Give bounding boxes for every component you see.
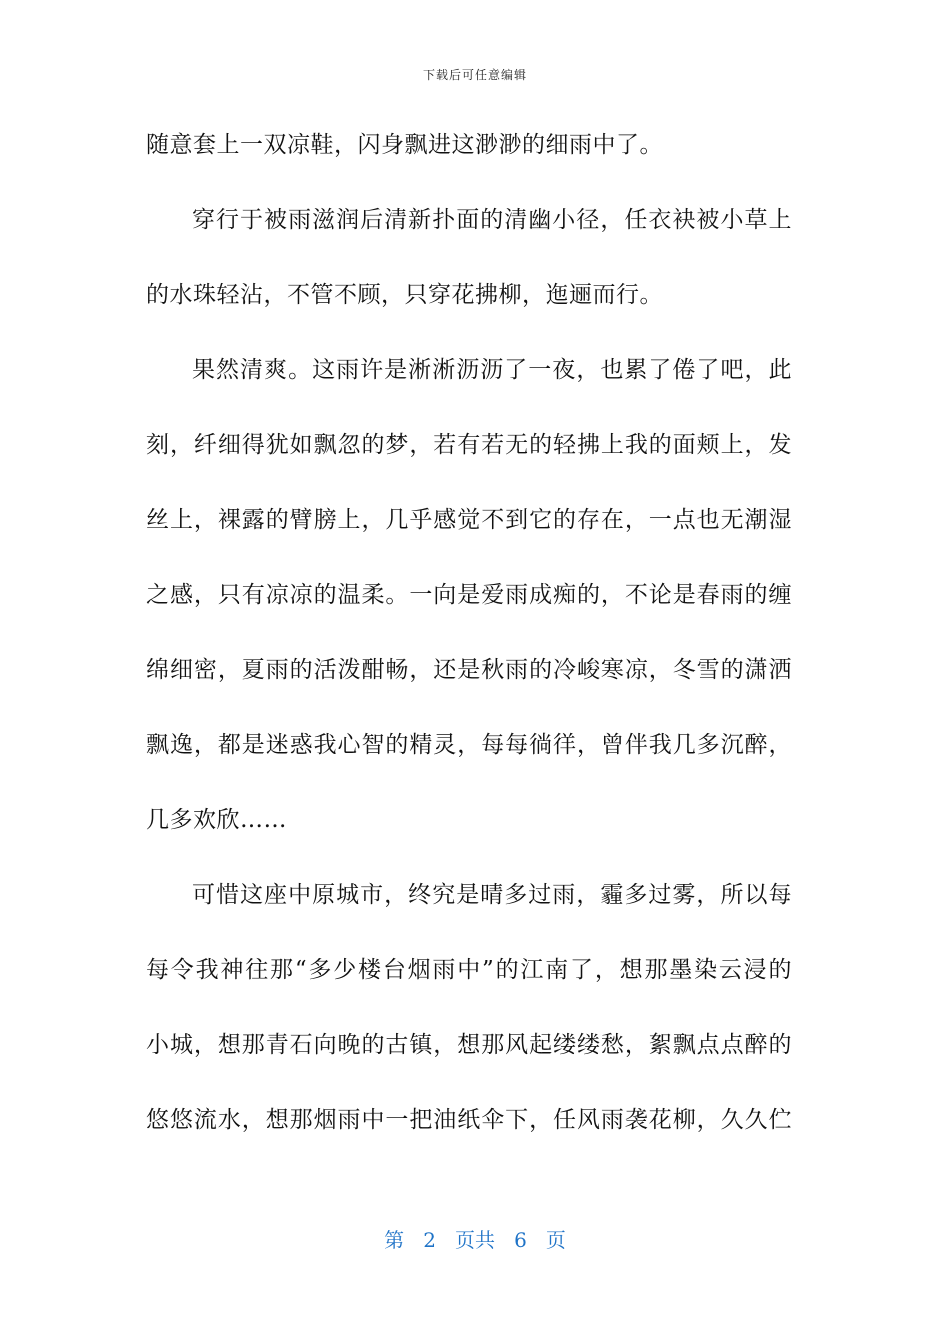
text-line: 绵细密，夏雨的活泼酣畅，还是秋雨的冷峻寒凉，冬雪的潇洒 [146,657,792,683]
text-line: 果然清爽。这雨许是淅淅沥沥了一夜，也累了倦了吧，此 [192,357,792,383]
footer-prefix: 第 [384,1228,405,1252]
text-line: 可惜这座中原城市，终究是晴多过雨，霾多过雾，所以每 [192,882,792,908]
text-line: 穿行于被雨滋润后清新扑面的清幽小径，任衣袂被小草上 [192,207,792,233]
page-header: 下载后可任意编辑 [422,68,527,82]
text-line: 丝上，裸露的臂膀上，几乎感觉不到它的存在，一点也无潮湿 [146,507,792,533]
current-page-number: 2 [423,1228,436,1252]
total-page-number: 6 [514,1228,527,1252]
text-line: 悠悠流水，想那烟雨中一把油纸伞下，任风雨袭花柳，久久伫 [146,1107,792,1133]
text-line: 之感，只有凉凉的温柔。一向是爱雨成痴的，不论是春雨的缠 [146,582,792,608]
footer-suffix: 页 [545,1228,566,1252]
page-number-footer [0,1224,950,1253]
document-body [146,108,792,1158]
text-line: 随意套上一双凉鞋，闪身飘进这渺渺的细雨中了。 [146,132,663,158]
text-line: 小城，想那青石向晚的古镇，想那风起缕缕愁，絮飘点点醉的 [146,1032,792,1058]
footer-middle: 页共 [455,1228,495,1252]
text-line: 的水珠轻沾，不管不顾，只穿花拂柳，迤逦而行。 [146,282,663,308]
text-line: 每令我神往那“多少楼台烟雨中”的江南了，想那墨染云浸的 [146,957,792,983]
text-line: 飘逸，都是迷惑我心智的精灵，每每徜徉，曾伴我几多沉醉， [146,732,792,758]
text-line: 刻，纤细得犹如飘忽的梦，若有若无的轻拂上我的面颊上，发 [146,432,792,458]
text-line: 几多欢欣…… [146,807,287,833]
